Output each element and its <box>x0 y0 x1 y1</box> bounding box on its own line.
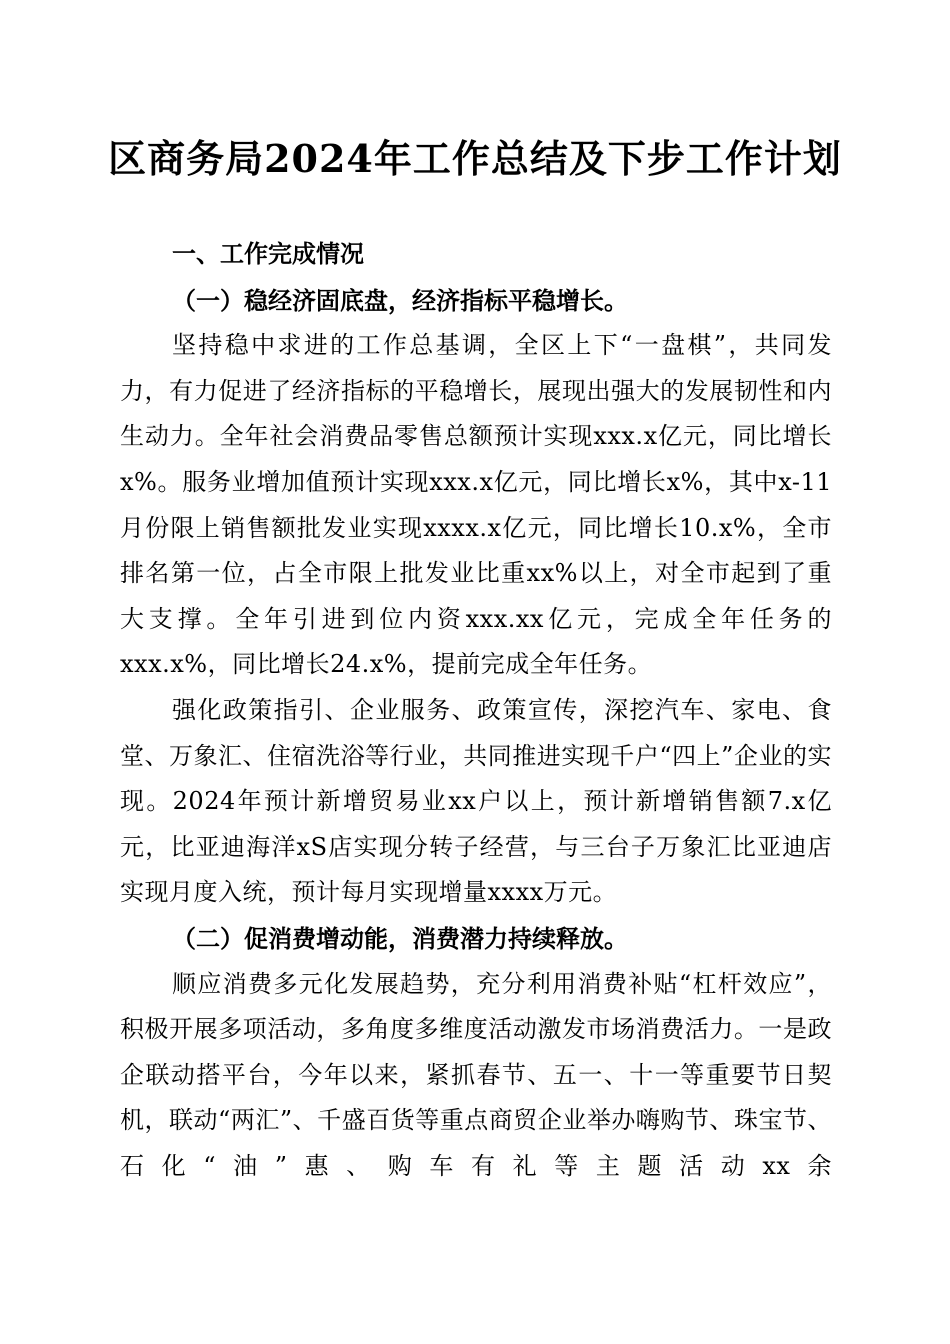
document-body <box>120 232 832 1189</box>
subsection-heading-1: （一）稳经济固底盘，经济指标平稳增长。 <box>172 285 628 315</box>
section-heading: 一、工作完成情况 <box>172 240 364 268</box>
document-title: 区商务局2024年工作总结及下步工作计划 <box>108 136 842 181</box>
paragraph-policy-guidance: 强化政策指引、企业服务、政策宣传，深挖汽车、家电、食堂、万象汇、住宿洗浴等行业，共同推进实现千户“四上”企业的实现。2024年预计新增贸易业xx户以上，预计新增销售额7.x亿元，比亚迪海洋xS店实现分转子经营，与三台子万象汇比亚迪店实现月度入统，预计每月实现增量xxxx万元。 <box>120 695 832 907</box>
paragraph-economic-indicators: 坚持稳中求进的工作总基调，全区上下“一盘棋”，共同发力，有力促进了经济指标的平稳增长，展现出强大的发展韧性和内生动力。全年社会消费品零售总额预计实现xxx.x亿元，同比增长x%。服务业增加值预计实现xxx.x亿元，同比增长x%，其中x-11月份限上销售额批发业实现xxxx.x亿元，同比增长10.x%，全市排名第一位，占全市限上批发业比重xx%以上，对全市起到了重大支撑。全年引进到位内资xxx.xx亿元，完成全年任务的xxx.x%，同比增长24.x%，提前完成全年任务。 <box>120 331 832 679</box>
paragraph-consumption: 顺应消费多元化发展趋势，充分利用消费补贴“杠杆效应”，积极开展多项活动，多角度多维度活动激发市场消费活力。一是政企联动搭平台，今年以来，紧抓春节、五一、十一等重要节日契机，联动“两汇”、千盛百货等重点商贸企业举办嗨购节、珠宝节、石化“油”惠、购车有礼等主题活动xx余 <box>120 969 832 1180</box>
subsection-heading-2: （二）促消费增动能，消费潜力持续释放。 <box>172 923 628 953</box>
